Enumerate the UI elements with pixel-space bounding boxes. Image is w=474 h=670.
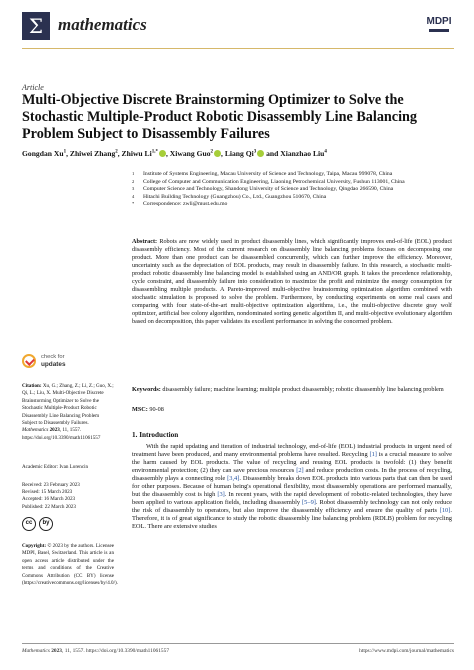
affiliation-number: 3: [132, 186, 135, 191]
affiliation-text: Computer Science and Technology, Shandong University of Science and Technology, Qingdao 266590, China: [143, 186, 394, 192]
citation-label: Citation:: [22, 383, 42, 389]
author-name[interactable]: Zhiwu Li: [121, 149, 152, 158]
cc-license-badge[interactable]: [22, 517, 58, 531]
publication-date: Published: 22 March 2023: [22, 503, 76, 510]
section-title: 1. Introduction: [132, 431, 179, 439]
affiliation-item: [132, 179, 452, 187]
citation-link[interactable]: [5–9]: [302, 499, 316, 507]
abstract-text: Robots are now widely used in product disassembly lines, which significantly improves end-of-life (EOL) product disassembly efficiency. Most of the current research on disassembly line balancing problems focuses on decomposing one product. More than one product can be disassembled concurrently, which can further improve the efficiency. Moreover, uncertainty such as the depreciation of EOL products, may result in disassembly failure. In this research, a stochastic multi-product robotic disassembly line balancing model is established using an AND/OR graph. It takes the precedence relationship, cycle constraint, and disassembly failure into consideration to maximize the profit and minimize the energy consumption for disassembling multiple products. A Pareto-improved multi-objective brainstorming optimization algorithm combined with stochastic simulation is proposed to solve the problem. Furthermore, by conducting experiments on some real cases and comparing with four state-of-the-art multi-objective optimization algorithms, i.e., the multi-objective discrete gray wolf optimizer, artificial bee colony algorithm, nondominated sorting genetic algorithm II, and multi-objective evolutionary algorithm based on decomposition, this paper validates its excellent performance in solving the concerned problem.: [132, 238, 452, 326]
body-text-segment: . Therefore, it is of great significance to study the robotic disassembly line balancing problem (RDLB) problem for recycling EOL. There are extensive studies: [132, 507, 452, 531]
msc-label: MSC:: [132, 406, 148, 413]
check-updates-line1: check for: [41, 354, 65, 360]
by-icon: by: [39, 517, 53, 531]
journal-name[interactable]: mathematics: [58, 15, 147, 34]
footer-divider: [22, 643, 454, 644]
affiliation-number: 4: [132, 193, 135, 199]
citation-link[interactable]: [1]: [369, 451, 377, 459]
body-text-segment: and reduce production costs. In the process of recycling, disassembly plays a connecting role: [132, 467, 452, 483]
author-affiliation-mark: 3: [253, 149, 257, 155]
cc-icon: cc: [22, 517, 36, 531]
mdpi-logo-icon: [429, 29, 449, 32]
affiliation-item: [132, 201, 452, 209]
citation-journal: Mathematics: [22, 427, 49, 434]
author-affiliation-mark: 1: [63, 149, 67, 155]
affiliation-number: *: [132, 201, 135, 206]
affiliation-number: 2: [132, 178, 135, 184]
author-affiliation-mark: 1,*: [151, 149, 158, 155]
publication-date: Received: 23 February 2023: [22, 482, 80, 488]
copyright-block: [22, 543, 118, 587]
publication-date: Accepted: 16 March 2023: [22, 496, 76, 503]
check-for-updates-badge[interactable]: [22, 354, 102, 374]
author-separator: ,: [66, 149, 70, 158]
article-type: Article: [22, 83, 44, 92]
keywords: [132, 386, 452, 394]
mdpi-logo[interactable]: [424, 16, 454, 38]
citation-year: 2023: [49, 427, 60, 434]
check-updates-line2: updates: [41, 361, 66, 368]
citation-block: [22, 383, 114, 442]
author-name[interactable]: Gongdan Xu: [22, 149, 64, 158]
article-title: Multi-Objective Discrete Brainstorming Optimizer to Solve the Stochastic Multiple-Product Robotic Disassembly Line Balancing Problem Subject to Disassembly Failures: [22, 92, 418, 142]
citation-link[interactable]: [2]: [296, 467, 304, 475]
msc-value: 90-08: [149, 406, 164, 413]
footer-journal: Mathematics: [22, 648, 50, 654]
author-list: [22, 149, 452, 158]
affiliation-text: Institute of Systems Engineering, Macau University of Science and Technology, Taipa, Macau 999078, China: [143, 171, 393, 177]
affiliation-text: College of Computer and Communication Engineering, Liaoning Petrochemical University, Fushun 113001, China: [143, 178, 405, 185]
author-separator: ,: [117, 149, 122, 158]
copyright-text: © 2023 by the authors. Licensee MDPI, Basel, Switzerland. This article is an open access article distributed under the terms and conditions of the Creative Commons Attribution (CC BY) license (https://creativecommons.org/licenses/by/4.0/).: [22, 543, 118, 587]
mdpi-logo-text: MDPI: [426, 16, 452, 27]
author-affiliation-mark: 2: [115, 149, 118, 155]
publication-dates: [22, 482, 114, 511]
affiliation-item: [132, 194, 452, 202]
header-divider: [22, 48, 454, 49]
footer-citation: [22, 648, 169, 654]
abstract-label: Abstract:: [132, 238, 158, 245]
affiliation-item: [132, 186, 452, 194]
citation-link[interactable]: [3]: [217, 491, 225, 499]
footer-doi[interactable]: , 11, 1557. https://doi.org/10.3390/math11061557: [62, 648, 170, 654]
orcid-icon[interactable]: [159, 150, 166, 157]
author-affiliation-mark: 4: [324, 149, 327, 155]
body-text-segment: With the rapid updating and iteration of industrial technology, end-of-life (EOL) industrial products in urgent need of treatment have been produced, and many environmental problems have resulted. Recycling: [132, 443, 452, 459]
body-text-segment: . Robot disassembly technology can not only reduce the risk of disassembly to operators, but also improve the disassembly efficiency and ensure the quality of parts: [132, 499, 453, 515]
check-updates-icon: [22, 354, 36, 368]
msc-code: [132, 406, 452, 413]
body-text-segment: . In recent years, with the rapid development of robotic-related technologies, they have been applied to various application fields, including disassembly: [132, 491, 452, 507]
affiliations: [132, 171, 452, 209]
affiliation-text: Hitachi Building Technology (Guangzhou) Co., Ltd., Guangzhou 510670, China: [143, 193, 327, 200]
citation-link[interactable]: [10]: [439, 507, 451, 515]
sigma-logo-icon: Σ: [28, 14, 44, 38]
affiliation-number: 1: [132, 171, 135, 176]
affiliation-text: Correspondence: zwli@must.edu.mo: [143, 201, 228, 207]
author-affiliation-mark: 2: [210, 149, 214, 155]
affiliation-item: [132, 171, 452, 179]
keywords-text: disassembly failure; machine learning; multiple product disassembly; robotic disassembly line balancing problem: [162, 386, 444, 393]
academic-editor: Academic Editor: Ivan Lorencin: [22, 464, 89, 470]
journal-header: [22, 12, 454, 42]
citation-details[interactable]: , 11, 1557. https://doi.org/10.3390/math11061557: [22, 427, 101, 441]
abstract: [132, 238, 452, 327]
body-text-segment: . Disassembly breaks down EOL products into various parts that can then be used for other purposes. Because of human being's operational flexibility, most disassembly operations are performed manually, but the disassembly cost is high: [132, 475, 452, 499]
introduction-text: [132, 443, 452, 532]
author-name[interactable]: Xianzhao Liu: [280, 149, 325, 158]
footer-journal-link[interactable]: https://www.mdpi.com/journal/mathematics: [359, 648, 454, 654]
footer-year: 2023: [51, 648, 62, 654]
author-name[interactable]: Liang Qi: [224, 149, 254, 158]
author-separator: ,: [221, 149, 225, 158]
journal-logo[interactable]: [22, 12, 50, 40]
citation-text: Xu, G.; Zhang, Z.; Li, Z.; Guo, X.; Qi, L.; Liu, X. Multi-Objective Discrete Brainstorming Optimizer to Solve the Stochastic Multiple-Product Robotic Disassembly Line Balancing Problem Subject to Disassembly Failures.: [22, 383, 114, 427]
author-name[interactable]: Zhiwei Zhang: [69, 149, 116, 158]
orcid-icon[interactable]: [214, 150, 221, 157]
citation-link[interactable]: [3,4]: [227, 475, 240, 483]
author-name[interactable]: Xiwang Guo: [169, 149, 211, 158]
publication-date: Revised: 15 March 2023: [22, 489, 73, 496]
keywords-label: Keywords:: [132, 386, 161, 393]
author-separator: ,: [165, 149, 170, 158]
body-text-segment: is a crucial measure to solve the harm caused by EOL products. The value of recycling and reusing EOL products is twofold: (1) they benefit environmental protection; (2) they can save precious resources: [132, 451, 452, 475]
author-separator: and: [264, 149, 281, 158]
copyright-label: Copyright:: [22, 543, 47, 549]
